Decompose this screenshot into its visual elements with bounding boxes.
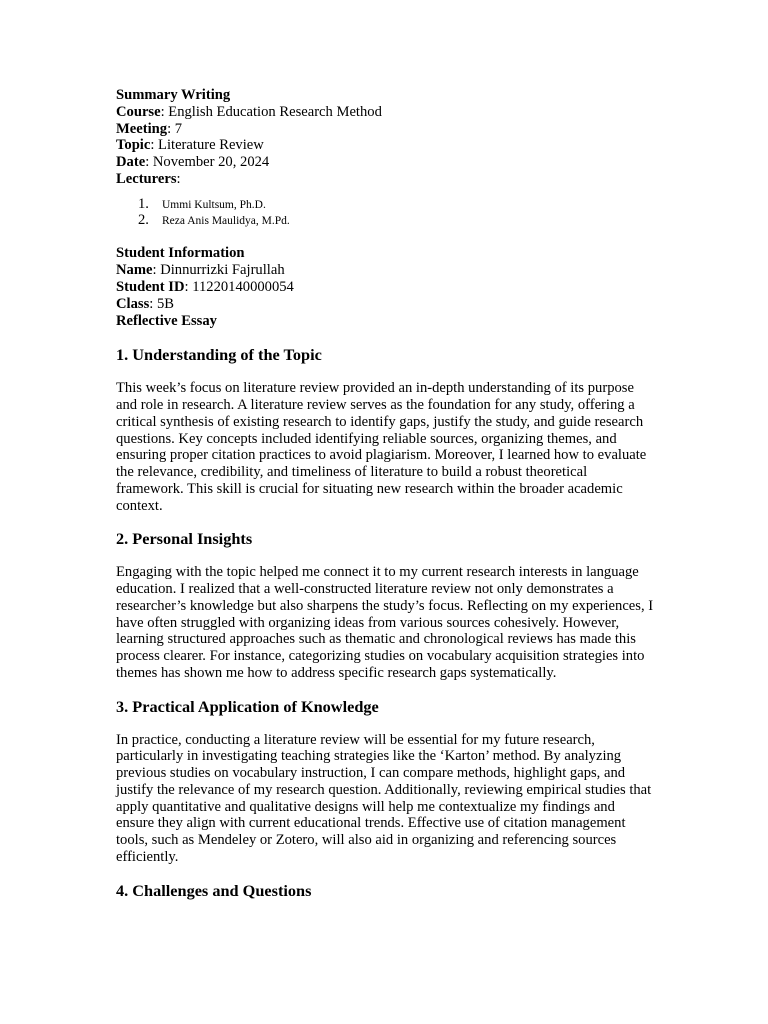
document-title: Summary Writing bbox=[116, 87, 231, 103]
meeting-line: Meeting: 7 bbox=[116, 120, 183, 137]
student-class-line: Class: 5B bbox=[116, 295, 174, 312]
section-paragraph: This week’s focus on literature review provided an in-depth understanding of its purpose and role in research. A literature review serves as the foundation for any study, offering a critical synthesis of existing research to identify gaps, justify the study, and guide research questions. Key concepts included identifying reliable sources, organizing themes, and ensuring proper citation practices to avoid plagiarism. Moreover, I learned how to evaluate the relevance, credibility, and timeliness of literature to build a robust theoretical framework. This skill is crucial for situating new research within the broader academic context. bbox=[116, 380, 647, 514]
lecturers-list bbox=[116, 197, 656, 230]
list-item: 1. Ummi Kultsum, Ph.D. bbox=[138, 195, 266, 212]
student-name-line: Name: Dinnurrizki Fajrullah bbox=[116, 262, 285, 279]
document-page bbox=[116, 87, 656, 901]
student-info-heading: Student Information bbox=[116, 245, 245, 262]
list-item: 2. Reza Anis Maulidya, M.Pd. bbox=[138, 212, 290, 229]
student-id-line: Student ID: 11220140000054 bbox=[116, 278, 294, 295]
student-information bbox=[116, 245, 656, 329]
course-line: Course: English Education Research Method bbox=[116, 103, 382, 120]
section-heading: 4. Challenges and Questions bbox=[116, 880, 312, 900]
lecturers-label: Lecturers: bbox=[116, 170, 181, 187]
section-heading: 1. Understanding of the Topic bbox=[116, 345, 322, 365]
date-line: Date: November 20, 2024 bbox=[116, 154, 270, 171]
topic-line: Topic: Literature Review bbox=[116, 137, 264, 154]
section-paragraph: In practice, conducting a literature review will be essential for my future research, particularly in investigating teaching strategies like the ‘Karton’ method. By analyzing previous studies on vocabulary instruction, I can compare methods, highlight gaps, and justify the relevance of my research question. Additionally, reviewing empirical studies that apply quantitative and qualitative designs will help me contextualize my findings and ensure they align with current educational trends. Effective use of citation management tools, such as Mendeley or Zotero, will also aid in organizing and referencing sources efficiently. bbox=[116, 731, 652, 865]
essay-type: Reflective Essay bbox=[116, 312, 217, 329]
section-heading: 3. Practical Application of Knowledge bbox=[116, 696, 379, 716]
section-heading: 2. Personal Insights bbox=[116, 529, 253, 549]
section-paragraph: Engaging with the topic helped me connect it to my current research interests in language education. I realized that a well-constructed literature review not only demonstrates a researcher’s knowledge but also sharpens the study’s focus. Reflecting on my experiences, I have often struggled with organizing ideas from various sources cohesively. However, learning structured approaches such as thematic and chronological reviews has made this process clearer. For instance, categorizing studies on vocabulary acquisition strategies into themes has shown me how to address specific research gaps systematically. bbox=[116, 564, 654, 681]
